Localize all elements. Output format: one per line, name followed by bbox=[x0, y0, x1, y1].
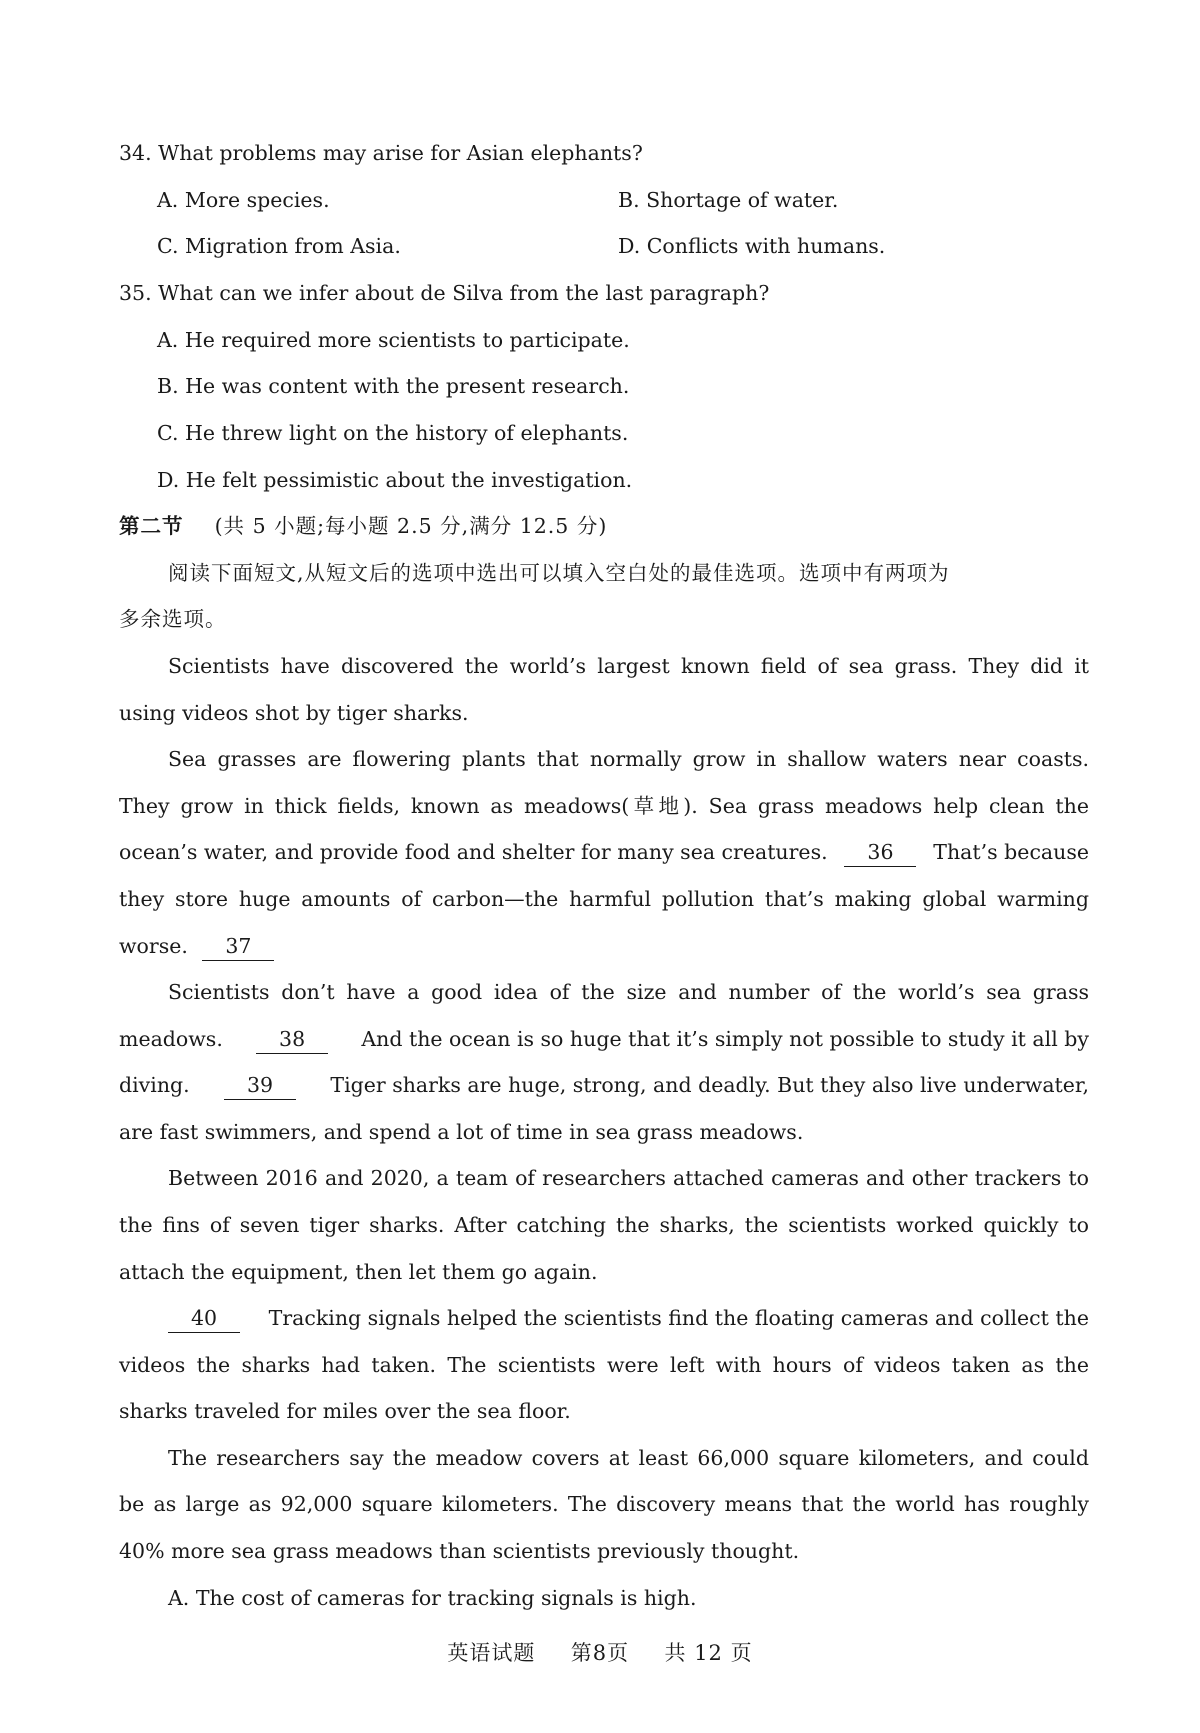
passage-p2-line-2: They grow in thick fields, known as meadows(草地). Sea grass meadows help clean the bbox=[119, 794, 1089, 818]
q34-option-d: D. Conflicts with humans. bbox=[618, 234, 886, 258]
q34-option-a: A. More species. bbox=[157, 188, 330, 212]
passage-p2-line-5: worse. 37 bbox=[119, 936, 274, 961]
passage-p3-line-3: diving. 39 Tiger sharks are huge, strong, and deadly. But they also live underwater, bbox=[119, 1075, 1089, 1100]
q35-stem: 35. What can we infer about de Silva from the last paragraph? bbox=[119, 281, 770, 305]
passage-p4-line-2: the fins of seven tiger sharks. After catching the sharks, the scientists worked quickly to bbox=[119, 1213, 1089, 1237]
instructions-line-2: 多余选项。 bbox=[119, 607, 227, 631]
passage-p2-line-4: they store huge amounts of carbon—the harmful pollution that’s making global warming bbox=[119, 887, 1089, 911]
q35-option-c: C. He threw light on the history of elephants. bbox=[157, 421, 629, 445]
blank-38[interactable]: 38 bbox=[256, 1029, 328, 1054]
q35-option-a: A. He required more scientists to participate. bbox=[157, 328, 630, 352]
passage-p2-line-1: Sea grasses are flowering plants that normally grow in shallow waters near coasts. bbox=[168, 747, 1089, 771]
passage-p3-line-4: are fast swimmers, and spend a lot of time in sea grass meadows. bbox=[119, 1120, 804, 1144]
blank-37[interactable]: 37 bbox=[202, 936, 274, 961]
passage-p3-line-1: Scientists don’t have a good idea of the size and number of the world’s sea grass bbox=[168, 980, 1089, 1004]
choice-a: A. The cost of cameras for tracking signals is high. bbox=[168, 1586, 697, 1610]
passage-p5-line-1: 40 Tracking signals helped the scientists find the floating cameras and collect the bbox=[168, 1308, 1089, 1333]
page-footer bbox=[0, 1643, 1200, 1664]
passage-p2-line-3: ocean’s water, and provide food and shelter for many sea creatures. 36 That’s because bbox=[119, 842, 1089, 867]
section-note: (共 5 小题;每小题 2.5 分,满分 12.5 分) bbox=[214, 514, 608, 538]
blank-40[interactable]: 40 bbox=[168, 1308, 240, 1333]
passage-p6-line-1: The researchers say the meadow covers at least 66,000 square kilometers, and could bbox=[168, 1446, 1089, 1470]
footer-total-pages: 共 12 页 bbox=[664, 1641, 753, 1665]
blank-39[interactable]: 39 bbox=[224, 1075, 296, 1100]
passage-p6-line-2: be as large as 92,000 square kilometers. The discovery means that the world has roughly bbox=[119, 1492, 1089, 1516]
q34-option-b: B. Shortage of water. bbox=[618, 188, 839, 212]
passage-p1-line-1: Scientists have discovered the world’s largest known field of sea grass. They did it bbox=[168, 654, 1089, 678]
instructions-line-1: 阅读下面短文,从短文后的选项中选出可以填入空白处的最佳选项。选项中有两项为 bbox=[168, 561, 950, 585]
passage-p5-line-3: sharks traveled for miles over the sea floor. bbox=[119, 1399, 571, 1423]
footer-subject: 英语试题 bbox=[447, 1641, 536, 1665]
passage-p6-line-3: 40% more sea grass meadows than scientists previously thought. bbox=[119, 1539, 800, 1563]
passage-p5-line-2: videos the sharks had taken. The scientists were left with hours of videos taken as the bbox=[119, 1353, 1089, 1377]
q35-option-d: D. He felt pessimistic about the investigation. bbox=[157, 468, 633, 492]
footer-page-number: 第8页 bbox=[570, 1641, 630, 1665]
blank-36[interactable]: 36 bbox=[844, 842, 916, 867]
q34-option-c: C. Migration from Asia. bbox=[157, 234, 401, 258]
passage-p4-line-3: attach the equipment, then let them go again. bbox=[119, 1260, 598, 1284]
q34-stem: 34. What problems may arise for Asian elephants? bbox=[119, 141, 643, 165]
section-title: 第二节 bbox=[119, 514, 184, 538]
passage-p3-line-2: meadows. 38 And the ocean is so huge that it’s simply not possible to study it all by bbox=[119, 1029, 1089, 1054]
passage-p1-line-2: using videos shot by tiger sharks. bbox=[119, 701, 469, 725]
passage-p4-line-1: Between 2016 and 2020, a team of researchers attached cameras and other trackers to bbox=[168, 1166, 1089, 1190]
section-heading bbox=[119, 516, 607, 537]
q35-option-b: B. He was content with the present research. bbox=[157, 374, 630, 398]
